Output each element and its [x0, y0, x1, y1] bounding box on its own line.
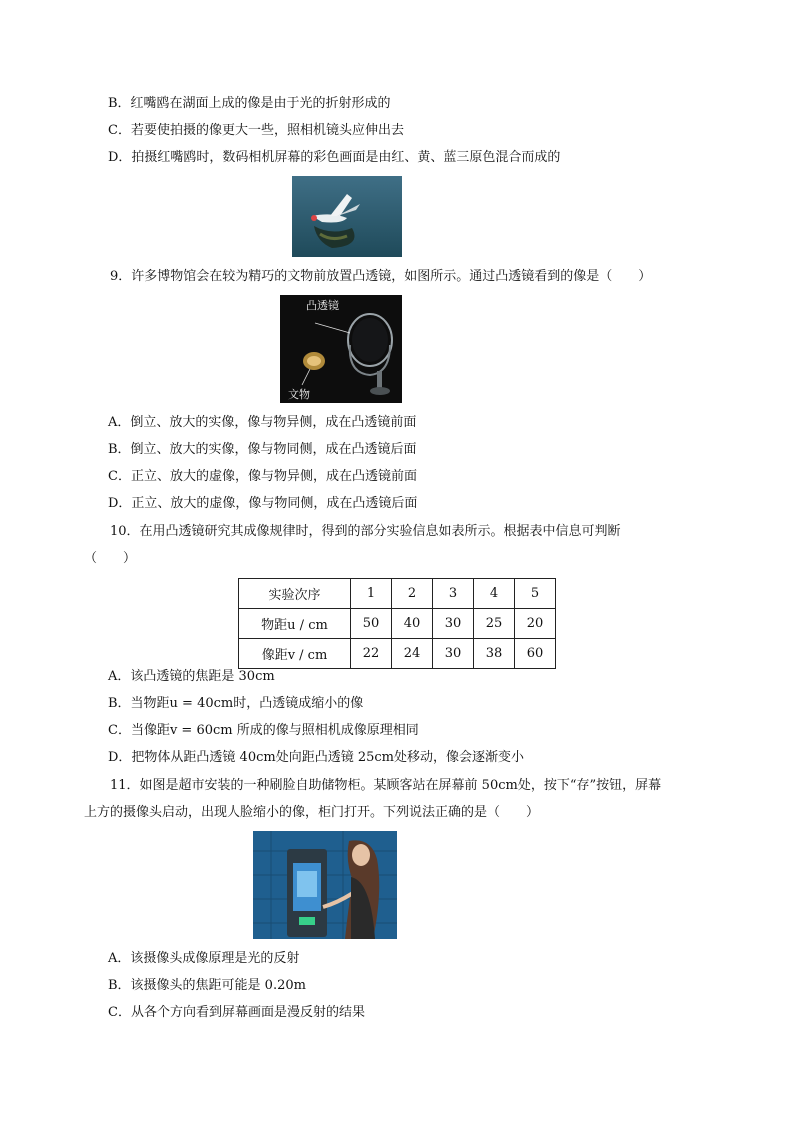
label-artifact: 文物	[288, 388, 310, 401]
q10-option-b: B．当物距u = 40cm时，凸透镜成缩小的像	[108, 696, 364, 711]
table-cell: 5	[515, 579, 556, 609]
table-cell: 40	[392, 609, 433, 639]
table-row	[239, 609, 556, 639]
q10-option-a: A．该凸透镜的焦距是 30cm	[108, 669, 275, 684]
table-cell: 22	[351, 639, 392, 669]
table-cell: 24	[392, 639, 433, 669]
label-convex-lens: 凸透镜	[306, 299, 339, 312]
table-cell: 60	[515, 639, 556, 669]
q10-option-d: D．把物体从距凸透镜 40cm处向距凸透镜 25cm处移动，像会逐渐变小	[108, 750, 524, 765]
table-cell: 50	[351, 609, 392, 639]
table-cell: 20	[515, 609, 556, 639]
table-cell: 25	[474, 609, 515, 639]
q8-option-d: D．拍摄红嘴鸥时，数码相机屏幕的彩色画面是由红、黄、蓝三原色混合而成的	[108, 150, 561, 165]
table-cell: 30	[433, 609, 474, 639]
table-cell: 3	[433, 579, 474, 609]
q10-stem-cont: （ ）	[84, 551, 137, 566]
q11-option-c: C．从各个方向看到屏幕画面是漫反射的结果	[108, 1005, 365, 1020]
row-header: 实验次序	[239, 579, 351, 609]
gull-photo	[292, 176, 402, 257]
locker-photo	[253, 831, 397, 939]
q8-option-c: C．若要使拍摄的像更大一些，照相机镜头应伸出去	[108, 123, 404, 138]
q10-stem: 10．在用凸透镜研究其成像规律时，得到的部分实验信息如表所示。根据表中信息可判断	[110, 524, 621, 539]
table-row	[239, 639, 556, 669]
table-cell: 30	[433, 639, 474, 669]
table-row	[239, 579, 556, 609]
q9-option-d: D．正立、放大的虚像，像与物同侧，成在凸透镜后面	[108, 496, 418, 511]
q8-option-b: B．红嘴鸥在湖面上成的像是由于光的折射形成的	[108, 96, 391, 111]
table-cell: 4	[474, 579, 515, 609]
q9-stem: 9．许多博物馆会在较为精巧的文物前放置凸透镜，如图所示。通过凸透镜看到的像是（ ）	[110, 269, 652, 284]
q11-option-b: B．该摄像头的焦距可能是 0.20m	[108, 978, 306, 993]
table-cell: 38	[474, 639, 515, 669]
lens-photo	[280, 295, 402, 403]
q10-option-c: C．当像距v = 60cm 所成的像与照相机成像原理相同	[108, 723, 419, 738]
table-cell: 1	[351, 579, 392, 609]
q11-stem: 11．如图是超市安装的一种刷脸自助储物柜。某顾客站在屏幕前 50cm处，按下“存”按钮，屏幕	[110, 778, 662, 793]
q9-option-c: C．正立、放大的虚像，像与物异侧，成在凸透镜前面	[108, 469, 417, 484]
q9-option-b: B．倒立、放大的实像，像与物同侧，成在凸透镜后面	[108, 442, 417, 457]
table-cell: 2	[392, 579, 433, 609]
q9-option-a: A．倒立、放大的实像，像与物异侧，成在凸透镜前面	[108, 415, 417, 430]
q11-option-a: A．该摄像头成像原理是光的反射	[108, 951, 300, 966]
q11-stem-cont: 上方的摄像头启动，出现人脸缩小的像，柜门打开。下列说法正确的是（ ）	[84, 805, 540, 820]
experiment-table	[238, 578, 556, 669]
row-header: 物距u / cm	[239, 609, 351, 639]
row-header: 像距v / cm	[239, 639, 351, 669]
